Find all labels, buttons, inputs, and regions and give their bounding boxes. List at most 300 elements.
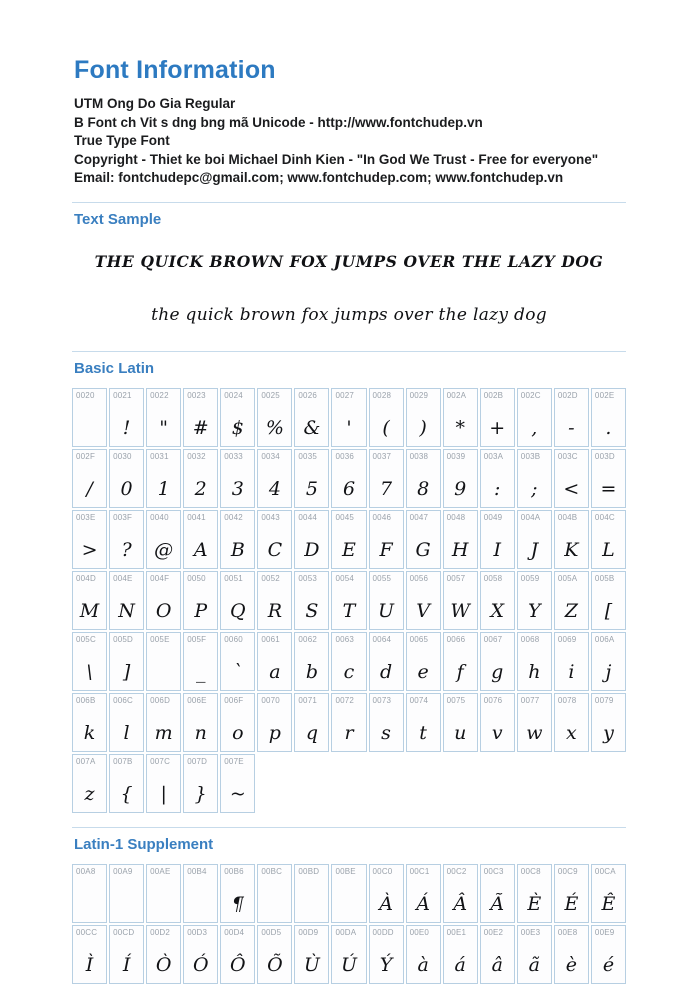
codepoint-label: 006C [113, 695, 133, 705]
codepoint-label: 004D [76, 573, 96, 583]
glyph-cell [294, 693, 329, 752]
codepoint-label: 0037 [372, 451, 392, 461]
glyph-sample: L [602, 538, 615, 561]
glyph-sample: < [563, 477, 580, 500]
codepoint-label: 0026 [298, 390, 317, 400]
codepoint-label: 0051 [224, 573, 243, 583]
codepoint-label: 00CC [76, 927, 98, 937]
glyph-sample: > [81, 538, 98, 561]
codepoint-label: 0030 [113, 451, 132, 461]
glyph-sample: A [193, 538, 208, 561]
codepoint-label: 0045 [335, 512, 355, 522]
glyph-cell [294, 510, 329, 569]
codepoint-label: 005F [187, 634, 207, 644]
glyph-cell [369, 925, 404, 984]
glyph-sample: J [530, 538, 539, 561]
glyph-sample: = [600, 477, 617, 500]
glyph-sample: Ó [192, 953, 209, 976]
glyph-cell [406, 388, 441, 447]
glyph-sample: H [451, 538, 469, 561]
glyph-cell [591, 632, 626, 691]
glyph-cell [146, 632, 181, 691]
codepoint-label: 00E8 [557, 927, 578, 937]
glyph-cell [183, 510, 218, 569]
glyph-cell [406, 864, 441, 923]
codepoint-label: 0024 [224, 390, 243, 400]
glyph-cell [331, 632, 366, 691]
glyph-cell [183, 754, 218, 813]
glyph-sample: g [491, 660, 504, 683]
codepoint-label: 006D [150, 695, 171, 705]
codepoint-label: 00DA [335, 927, 357, 937]
glyph-sample: t [419, 721, 427, 744]
glyph-cell [369, 632, 404, 691]
glyph-cell [369, 693, 404, 752]
glyph-sample: m [154, 721, 173, 744]
section-title-text-sample: Text Sample [74, 210, 162, 228]
codepoint-label: 0023 [187, 390, 206, 400]
glyph-cell [443, 449, 478, 508]
glyph-sample: ` [233, 660, 243, 683]
codepoint-label: 004F [150, 573, 170, 583]
glyph-sample: ) [419, 416, 427, 439]
codepoint-label: 005A [557, 573, 578, 583]
glyph-sample: M [79, 599, 100, 622]
glyph-cell [72, 632, 107, 691]
glyph-sample: 7 [380, 477, 393, 500]
glyph-sample: Y [528, 599, 541, 622]
glyph-cell [517, 864, 552, 923]
glyph-sample: é [602, 953, 615, 976]
codepoint-label: 007E [224, 756, 244, 766]
glyph-cell [294, 449, 329, 508]
codepoint-label: 007D [187, 756, 208, 766]
glyph-sample: z [84, 782, 95, 805]
glyph-sample: ~ [229, 782, 246, 805]
glyph-cell [257, 571, 292, 630]
glyph-sample: _ [195, 660, 206, 683]
codepoint-label: 0078 [557, 695, 577, 705]
codepoint-label: 0028 [372, 390, 392, 400]
codepoint-label: 00C8 [520, 866, 541, 876]
glyph-sample: q [305, 721, 318, 744]
glyph-sample: Ý [379, 953, 393, 976]
codepoint-label: 0070 [261, 695, 280, 705]
glyph-sample: Ô [230, 953, 246, 976]
glyph-sample: ã [528, 953, 540, 976]
glyph-cell [554, 925, 589, 984]
glyph-sample: . [605, 416, 612, 439]
glyph-cell [146, 388, 181, 447]
glyph-cell [220, 449, 255, 508]
glyph-sample: Ê [601, 892, 616, 915]
glyph-cell [517, 632, 552, 691]
glyph-sample: 9 [454, 477, 467, 500]
codepoint-label: 0047 [409, 512, 429, 522]
codepoint-label: 003D [594, 451, 615, 461]
glyph-cell [554, 571, 589, 630]
codepoint-label: 0064 [372, 634, 392, 644]
glyph-sample: c [343, 660, 355, 683]
glyph-sample: | [160, 782, 167, 805]
glyph-cell [369, 571, 404, 630]
glyph-cell [109, 388, 144, 447]
codepoint-label: 003A [483, 451, 504, 461]
glyph-cell [554, 693, 589, 752]
codepoint-label: 00C2 [446, 866, 467, 876]
codepoint-label: 0034 [261, 451, 280, 461]
codepoint-label: 007A [76, 756, 96, 766]
codepoint-label: 00E2 [483, 927, 504, 937]
codepoint-label: 003C [557, 451, 578, 461]
glyph-sample: É [564, 892, 579, 915]
codepoint-label: 00D4 [224, 927, 245, 937]
glyph-sample: & [303, 416, 321, 439]
codepoint-label: 0059 [520, 573, 540, 583]
glyph-cell [406, 510, 441, 569]
glyph-cell [517, 693, 552, 752]
codepoint-label: 005B [594, 573, 615, 583]
glyph-cell [294, 571, 329, 630]
glyph-cell [331, 864, 366, 923]
codepoint-label: 00C3 [483, 866, 504, 876]
glyph-sample: e [417, 660, 429, 683]
glyph-cell [480, 571, 515, 630]
glyph-cell [480, 864, 515, 923]
glyph-sample: , [531, 416, 538, 439]
codepoint-label: 005D [113, 634, 133, 644]
glyph-cell [480, 388, 515, 447]
glyph-cell [517, 510, 552, 569]
glyph-sample: o [232, 721, 244, 744]
codepoint-label: 00D5 [261, 927, 282, 937]
glyph-cell [220, 693, 255, 752]
glyph-cell [109, 510, 144, 569]
email-line: Email: fontchudepc@gmail.com; www.fontchudep.com; www.fontchudep.vn [74, 170, 564, 186]
glyph-cell [369, 449, 404, 508]
glyph-sample: ; [531, 477, 538, 500]
glyph-cell [480, 693, 515, 752]
glyph-sample: K [564, 538, 579, 561]
glyph-cell [591, 388, 626, 447]
glyph-sample: Ã [490, 892, 505, 915]
glyph-cell [331, 693, 366, 752]
glyph-sample: p [268, 721, 281, 744]
codepoint-label: 0031 [150, 451, 169, 461]
glyph-sample: à [417, 953, 429, 976]
glyph-sample: T [342, 599, 356, 622]
glyph-cell [554, 449, 589, 508]
codepoint-label: 00E9 [594, 927, 615, 937]
section-title-basic-latin: Basic Latin [74, 359, 155, 377]
codepoint-label: 0069 [557, 634, 577, 644]
glyph-sample: i [568, 660, 575, 683]
glyph-cell [554, 388, 589, 447]
glyph-sample: O [155, 599, 172, 622]
glyph-cell [517, 388, 552, 447]
glyph-sample: w [526, 721, 543, 744]
glyph-sample: À [379, 892, 393, 915]
glyph-sample: @ [154, 538, 174, 561]
codepoint-label: 0052 [261, 573, 280, 583]
glyph-sample: k [83, 721, 96, 744]
glyph-sample: r [344, 721, 354, 744]
glyph-sample: 2 [194, 477, 207, 500]
codepoint-label: 004B [557, 512, 578, 522]
glyph-cell [146, 693, 181, 752]
glyph-sample: - [568, 416, 575, 439]
codepoint-label: 004A [520, 512, 541, 522]
codepoint-label: 0035 [298, 451, 317, 461]
glyph-sample: 5 [305, 477, 318, 500]
glyph-sample: P [194, 599, 208, 622]
codepoint-label: 0044 [298, 512, 317, 522]
codepoint-label: 0032 [187, 451, 206, 461]
glyph-sample: j [605, 660, 612, 683]
glyph-cell [517, 571, 552, 630]
font-description-line: B Font ch Vit s dng bng mã Unicode - http://www.fontchudep.vn [74, 114, 483, 130]
glyph-sample: B [230, 538, 245, 561]
codepoint-label: 00B6 [224, 866, 244, 876]
codepoint-label: 0074 [409, 695, 429, 705]
glyph-cell [72, 754, 107, 813]
glyph-sample: v [491, 721, 503, 744]
codepoint-label: 00B4 [187, 866, 207, 876]
glyph-sample: y [603, 721, 614, 744]
glyph-cell [257, 693, 292, 752]
codepoint-label: 0042 [224, 512, 243, 522]
glyph-sample: Z [564, 599, 578, 622]
glyph-sample: 0 [120, 477, 133, 500]
codepoint-label: 006A [594, 634, 615, 644]
glyph-sample: G [415, 538, 431, 561]
glyph-cell [146, 864, 181, 923]
codepoint-label: 0049 [483, 512, 503, 522]
glyph-cell [480, 449, 515, 508]
glyph-sample: Í [122, 953, 131, 976]
glyph-cell [257, 632, 292, 691]
glyph-cell [257, 388, 292, 447]
section-divider [72, 351, 626, 352]
codepoint-label: 0021 [113, 390, 132, 400]
glyph-cell [331, 571, 366, 630]
glyph-cell [591, 925, 626, 984]
glyph-sample: n [194, 721, 207, 744]
glyph-cell [369, 388, 404, 447]
glyph-cell [480, 510, 515, 569]
glyph-cell [406, 925, 441, 984]
glyph-sample: E [342, 538, 356, 561]
glyph-sample: # [192, 416, 209, 439]
glyph-sample: U [378, 599, 395, 622]
codepoint-label: 0036 [335, 451, 355, 461]
glyph-sample: Ò [155, 953, 172, 976]
glyph-sample: 4 [268, 477, 281, 500]
glyph-cell [406, 571, 441, 630]
glyph-sample: \ [86, 660, 93, 683]
glyph-sample: W [450, 599, 470, 622]
glyph-sample: s [381, 721, 391, 744]
glyph-cell [480, 632, 515, 691]
glyph-cell [220, 864, 255, 923]
codepoint-label: 00C9 [557, 866, 578, 876]
codepoint-label: 00D9 [298, 927, 319, 937]
codepoint-label: 0022 [150, 390, 169, 400]
glyph-cell [109, 632, 144, 691]
glyph-cell [554, 864, 589, 923]
glyph-cell [183, 632, 218, 691]
codepoint-label: 00BC [261, 866, 283, 876]
glyph-cell [591, 510, 626, 569]
glyph-cell [72, 864, 107, 923]
glyph-sample: a [269, 660, 281, 683]
glyph-sample: È [527, 892, 542, 915]
codepoint-label: 005E [150, 634, 170, 644]
glyph-cell [331, 510, 366, 569]
glyph-cell [369, 864, 404, 923]
codepoint-label: 00AE [150, 866, 171, 876]
codepoint-label: 0071 [298, 695, 317, 705]
codepoint-label: 0077 [520, 695, 540, 705]
glyph-sample: * [455, 416, 465, 439]
codepoint-label: 00D2 [150, 927, 171, 937]
codepoint-label: 00C1 [409, 866, 430, 876]
glyph-sample: 1 [157, 477, 170, 500]
glyph-cell [109, 571, 144, 630]
glyph-sample: ] [122, 660, 131, 683]
codepoint-label: 0079 [594, 695, 614, 705]
glyph-sample: S [305, 599, 319, 622]
glyph-cell [72, 925, 107, 984]
codepoint-label: 0050 [187, 573, 206, 583]
codepoint-label: 003B [520, 451, 541, 461]
codepoint-label: 0043 [261, 512, 280, 522]
codepoint-label: 00BE [335, 866, 356, 876]
glyph-cell [406, 632, 441, 691]
glyph-cell [331, 449, 366, 508]
codepoint-label: 0065 [409, 634, 429, 644]
codepoint-label: 0020 [76, 390, 95, 400]
glyph-sample: [ [604, 599, 613, 622]
pangram-uppercase-sample: THE QUICK BROWN FOX JUMPS OVER THE LAZY DOG [94, 251, 604, 271]
glyph-sample: Ú [340, 953, 357, 976]
glyph-sample: V [416, 599, 430, 622]
codepoint-label: 00A8 [76, 866, 96, 876]
glyph-sample: 8 [417, 477, 430, 500]
glyph-cell [554, 632, 589, 691]
glyph-cell [109, 693, 144, 752]
glyph-cell [257, 510, 292, 569]
page-title: Font Information [74, 56, 276, 84]
glyph-cell [294, 925, 329, 984]
codepoint-label: 0057 [446, 573, 466, 583]
glyph-sample: } [194, 782, 207, 805]
glyph-sample: { [120, 782, 133, 805]
glyph-cell [480, 925, 515, 984]
glyph-sample: Ì [85, 953, 94, 976]
codepoint-label: 00E0 [409, 927, 430, 937]
glyph-cell [443, 693, 478, 752]
codepoint-label: 0076 [483, 695, 503, 705]
glyph-cell [517, 449, 552, 508]
codepoint-label: 00CA [594, 866, 616, 876]
codepoint-label: 0060 [224, 634, 243, 644]
glyph-cell [257, 925, 292, 984]
codepoint-label: 007C [150, 756, 171, 766]
glyph-cell [183, 449, 218, 508]
glyph-cell [443, 388, 478, 447]
glyph-cell [591, 864, 626, 923]
glyph-sample: C [267, 538, 283, 561]
codepoint-label: 0027 [335, 390, 355, 400]
glyph-cell [109, 754, 144, 813]
codepoint-label: 00D3 [187, 927, 208, 937]
codepoint-label: 0048 [446, 512, 466, 522]
glyph-cell [443, 864, 478, 923]
section-divider [72, 827, 626, 828]
glyph-cell [591, 693, 626, 752]
codepoint-label: 005C [76, 634, 96, 644]
codepoint-label: 00E3 [520, 927, 541, 937]
glyph-cell [406, 693, 441, 752]
glyph-sample: Â [453, 892, 468, 915]
glyph-sample: + [489, 416, 506, 439]
glyph-sample: ' [346, 416, 352, 439]
glyph-cell [443, 925, 478, 984]
codepoint-label: 0073 [372, 695, 392, 705]
codepoint-label: 00E1 [446, 927, 467, 937]
glyph-cell [294, 864, 329, 923]
glyph-cell [294, 388, 329, 447]
codepoint-label: 0075 [446, 695, 466, 705]
codepoint-label: 00DD [372, 927, 394, 937]
glyph-cell [554, 510, 589, 569]
codepoint-label: 0058 [483, 573, 503, 583]
glyph-cell [146, 510, 181, 569]
glyph-cell [517, 925, 552, 984]
codepoint-label: 0066 [446, 634, 466, 644]
latin1-supplement-section [72, 836, 626, 984]
glyph-sample: â [491, 953, 503, 976]
glyph-sample: f [456, 660, 464, 683]
glyph-cell [257, 449, 292, 508]
codepoint-label: 004C [594, 512, 615, 522]
glyph-cell [183, 571, 218, 630]
glyph-sample: " [159, 416, 169, 439]
glyph-sample: $ [231, 416, 244, 439]
codepoint-label: 003F [113, 512, 133, 522]
glyph-cell [146, 571, 181, 630]
codepoint-label: 0041 [187, 512, 206, 522]
glyph-cell [443, 510, 478, 569]
codepoint-label: 002C [520, 390, 541, 400]
glyph-sample: I [493, 538, 502, 561]
glyph-cell [294, 632, 329, 691]
glyph-sample: l [123, 721, 130, 744]
glyph-cell [220, 632, 255, 691]
codepoint-label: 0061 [261, 634, 280, 644]
glyph-cell [109, 864, 144, 923]
codepoint-label: 0029 [409, 390, 429, 400]
codepoint-label: 006E [187, 695, 207, 705]
glyph-cell [109, 925, 144, 984]
glyph-sample: Q [230, 599, 246, 622]
codepoint-label: 003E [76, 512, 96, 522]
copyright-line: Copyright - Thiet ke boi Michael Dinh Kien - "In God We Trust - Free for everyone" [74, 151, 599, 167]
glyph-cell [220, 571, 255, 630]
codepoint-label: 0039 [446, 451, 466, 461]
glyph-sample: ( [382, 416, 390, 439]
